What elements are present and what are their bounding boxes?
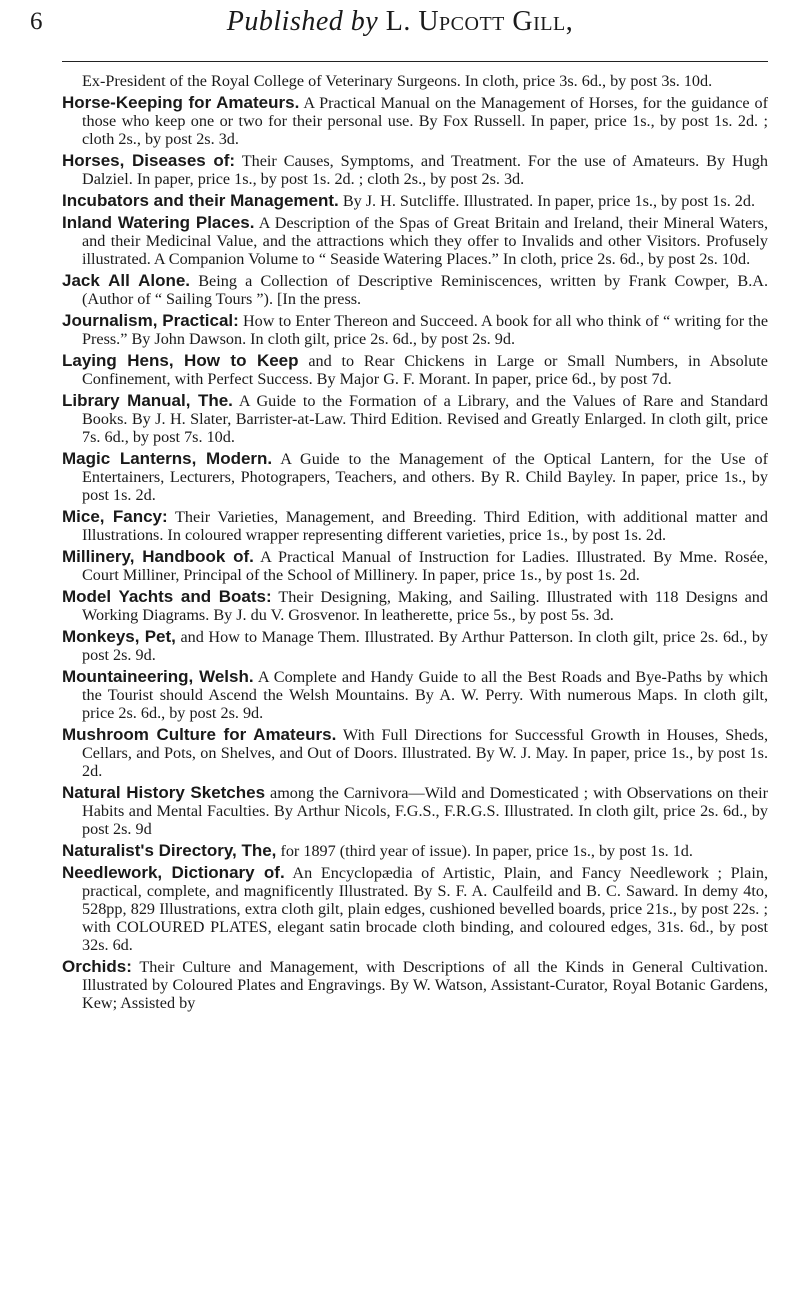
catalogue-entry bbox=[62, 272, 768, 308]
entry-description: Ex-President of the Royal College of Veterinary Surgeons. In cloth, price 3s. 6d., by post 3s. 10d. bbox=[82, 72, 713, 90]
catalogue-entry bbox=[62, 508, 768, 544]
entry-description: A Practical Manual on the Management of Horses, for the guidance of those who keep one or two for their personal use. By Fox Russell. In paper, price 1s., by post 1s. 2d. ; cloth 2s., by post 2s. 3d. bbox=[82, 94, 769, 148]
entry-description: A Practical Manual of Instruction for Ladies. Illustrated. By Mme. Rosée, Court Milliner, Principal of the School of Millinery. In paper, price 1s., by post 1s. 2d. bbox=[82, 548, 768, 584]
running-head bbox=[30, 6, 770, 38]
entry-headword: Inland Watering Places. bbox=[62, 213, 255, 232]
entry-headword: Journalism, Practical: bbox=[62, 311, 239, 330]
page-number: 6 bbox=[30, 8, 43, 35]
entry-headword: Horses, Diseases of: bbox=[62, 151, 236, 170]
entry-description: Being a Collection of Descriptive Reminiscences, written by Frank Cowper, B.A. (Author of “ Sailing Tours ”). [In the press. bbox=[82, 272, 768, 308]
entry-description: Their Causes, Symptoms, and Treatment. For the use of Amateurs. By Hugh Dalziel. In paper, price 1s., by post 1s. 2d. ; cloth 2s., by post 2s. 3d. bbox=[82, 152, 768, 188]
entry-headword: Millinery, Handbook of. bbox=[62, 547, 254, 566]
catalogue-entry bbox=[62, 668, 768, 722]
entry-description: Their Designing, Making, and Sailing. Illustrated with 118 Designs and Working Diagrams. By J. du V. Grosvenor. In leatherette, price 5s., by post 5s. 3d. bbox=[82, 588, 768, 624]
catalogue-entries bbox=[62, 72, 768, 1016]
entry-headword: Laying Hens, How to Keep bbox=[62, 351, 299, 370]
catalogue-entry bbox=[62, 548, 768, 584]
entry-headword: Model Yachts and Boats: bbox=[62, 587, 272, 606]
catalogue-entry bbox=[62, 214, 768, 268]
entry-description: An Encyclopædia of Artistic, Plain, and Fancy Needlework ; Plain, practical, complete, and magnificently Illustrated. By S. F. A. Caulfeild and B. C. Saward. In demy 4to, 528pp, 829 Illustrations, extra cloth gilt, plain edges, cushioned bevelled boards, price 21s., by post 22s. ; with COLOURED PLATES, elegant satin brocade cloth binding, and coloured edges, 31s. 6d., by post 32s. 6d. bbox=[82, 864, 769, 954]
entry-description: and to Rear Chickens in Large or Small Numbers, in Absolute Confinement, with Perfect Success. By Major G. F. Morant. In paper, price 6d., by post 7d. bbox=[82, 352, 768, 388]
catalogue-entry bbox=[62, 726, 768, 780]
entry-headword: Mice, Fancy: bbox=[62, 507, 168, 526]
entry-description: and How to Manage Them. Illustrated. By Arthur Patterson. In cloth gilt, price 2s. 6d., by post 2s. 9d. bbox=[82, 628, 769, 664]
entry-headword: Monkeys, Pet, bbox=[62, 627, 176, 646]
entry-description: A Description of the Spas of Great Britain and Ireland, their Mineral Waters, and their Medicinal Value, and the attractions which they offer to Invalids and other Visitors. Profusely illustrated. A Companion Volume to “ Seaside Watering Places.” In cloth, price 2s. 6d., by post 2s. 10d. bbox=[82, 214, 768, 268]
entry-description: A Guide to the Formation of a Library, and the Values of Rare and Standard Books. By J. H. Slater, Barrister-at-Law. Third Edition. Revised and Greatly Enlarged. In cloth gilt, price 7s. 6d., by post 7s. 10d. bbox=[82, 392, 768, 446]
entry-headword: Needlework, Dictionary of. bbox=[62, 863, 285, 882]
catalogue-entry bbox=[62, 588, 768, 624]
catalogue-entry bbox=[62, 628, 768, 664]
catalogue-entry bbox=[62, 864, 768, 954]
entry-description: How to Enter Thereon and Succeed. A book for all who think of “ writing for the Press.” By John Dawson. In cloth gilt, price 2s. 6d., by post 2s. 9d. bbox=[82, 312, 769, 348]
entry-headword: Natural History Sketches bbox=[62, 783, 266, 802]
catalogue-entry bbox=[62, 392, 768, 446]
catalogue-entry bbox=[62, 72, 768, 90]
header-rule bbox=[62, 61, 768, 62]
entry-headword: Library Manual, The. bbox=[62, 391, 233, 410]
entry-headword: Naturalist's Directory, The, bbox=[62, 841, 277, 860]
catalogue-entry bbox=[62, 312, 768, 348]
entry-description: A Complete and Handy Guide to all the Best Roads and Bye-Paths by which the Tourist should Ascend the Welsh Mountains. By A. W. Perry. With numerous Maps. In cloth gilt, price 2s. 6d., by post 2s. 9d. bbox=[82, 668, 768, 722]
catalogue-entry bbox=[62, 842, 768, 860]
page-header bbox=[30, 8, 770, 54]
entry-headword: Horse-Keeping for Amateurs. bbox=[62, 93, 300, 112]
entry-headword: Jack All Alone. bbox=[62, 271, 191, 290]
entry-description: for 1897 (third year of issue). In paper, price 1s., by post 1s. 1d. bbox=[276, 842, 693, 860]
entry-headword: Mountaineering, Welsh. bbox=[62, 667, 254, 686]
catalogue-entry bbox=[62, 958, 768, 1012]
entry-headword: Incubators and their Management. bbox=[62, 191, 339, 210]
catalogue-entry bbox=[62, 784, 768, 838]
entry-headword: Orchids: bbox=[62, 957, 132, 976]
publisher-name: L. Upcott Gill, bbox=[385, 6, 574, 37]
catalogue-entry bbox=[62, 192, 768, 210]
catalogue-entry bbox=[62, 450, 768, 504]
entry-headword: Mushroom Culture for Amateurs. bbox=[62, 725, 337, 744]
entry-description: A Guide to the Management of the Optical Lantern, for the Use of Entertainers, Lecturers, Photograpers, Teachers, and others. By R. Child Bayley. In paper, price 1s., by post 1s. 2d. bbox=[82, 450, 769, 504]
entry-description: Their Varieties, Management, and Breeding. Third Edition, with additional matter and Illustrations. In coloured wrapper representing different varieties, price 1s., by post 1s. 2d. bbox=[82, 508, 768, 544]
entry-description: Their Culture and Management, with Descriptions of all the Kinds in General Cultivation. Illustrated by Coloured Plates and Engravings. By W. Watson, Assistant-Curator, Royal Botanic Gardens, Kew; Assisted by bbox=[82, 958, 768, 1012]
entry-description: By J. H. Sutcliffe. Illustrated. In paper, price 1s., by post 1s. 2d. bbox=[338, 192, 756, 210]
catalogue-entry bbox=[62, 94, 768, 148]
entry-headword: Magic Lanterns, Modern. bbox=[62, 449, 273, 468]
running-head-prefix: Published by bbox=[226, 6, 386, 37]
catalogue-entry bbox=[62, 152, 768, 188]
entry-description: With Full Directions for Successful Growth in Houses, Sheds, Cellars, and Pots, on Shelves, and Out of Doors. Illustrated. By W. J. May. In paper, price 1s., by post 1s. 2d. bbox=[82, 726, 768, 780]
catalogue-entry bbox=[62, 352, 768, 388]
entry-description: among the Carnivora—Wild and Domesticated ; with Observations on their Habits and Mental Faculties. By Arthur Nicols, F.G.S., F.R.G.S. Illustrated. In cloth gilt, price 2s. 6d., by post 2s. 9d bbox=[82, 784, 768, 838]
